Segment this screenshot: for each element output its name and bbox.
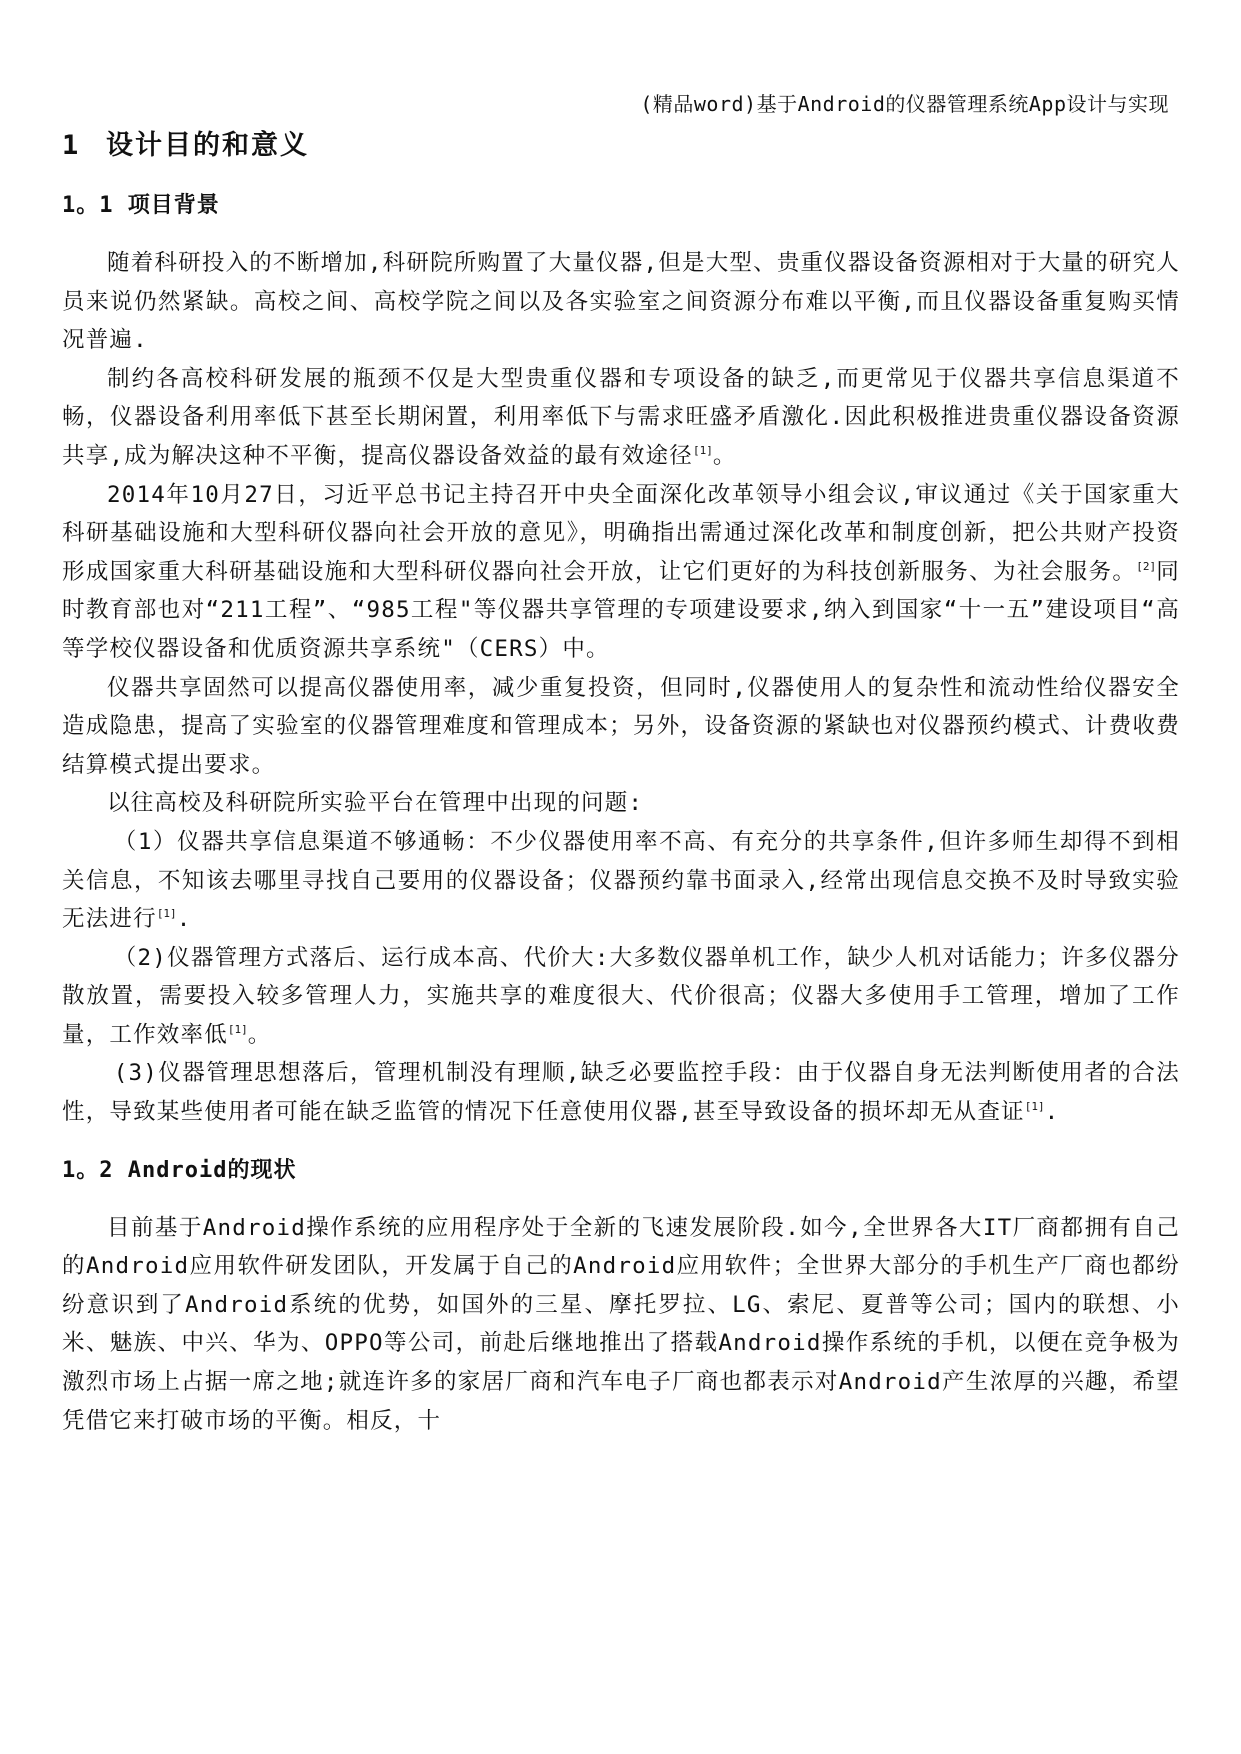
list-item	[62, 1054, 1180, 1131]
list-item-text: （2)仪器管理方式落后、运行成本高、代价大:大多数仪器单机工作，缺少人机对话能力；许多仪器分散放置，需要投入较多管理人力，实施共享的难度很大、代价很高；仪器大多使用手工管理，增加了工作量，工作效率低	[62, 944, 1180, 1048]
list-item-end: .	[176, 906, 192, 933]
paragraph-text: 随着科研投入的不断增加,科研院所购置了大量仪器,但是大型、贵重仪器设备资源相对于大量的研究人员来说仍然紧缺。高校之间、高校学院之间以及各实验室之间资源分布难以平衡,而且仪器设备重复购买情况普遍.	[62, 250, 1180, 354]
citation-ref: [2]	[1136, 559, 1157, 573]
section-heading-1-1: 1。1 项目背景	[62, 193, 220, 218]
list-item-end: 。	[247, 1021, 272, 1048]
citation-ref: [1]	[156, 907, 177, 921]
paragraph-text: 以往高校及科研院所实验平台在管理中出现的问题:	[107, 790, 644, 817]
citation-ref: [1]	[1024, 1100, 1045, 1114]
paragraph-text: 仪器共享固然可以提高仪器使用率，减少重复投资，但同时,仪器使用人的复杂性和流动性给仪器安全造成隐患，提高了实验室的仪器管理难度和管理成本；另外，设备资源的紧缺也对仪器预约模式、计费收费结算模式提出要求。	[62, 674, 1180, 778]
list-item-text: (3)仪器管理思想落后，管理机制没有理顺,缺乏必要监控手段：由于仪器自身无法判断使用者的合法性，导致某些使用者可能在缺乏监管的情况下任意使用仪器,甚至导致设备的损坏却无从查证	[62, 1060, 1180, 1126]
chapter-heading	[62, 126, 1180, 166]
list-item	[62, 823, 1180, 939]
citation-ref: [1]	[227, 1022, 248, 1036]
paragraph	[62, 476, 1180, 669]
chapter-title: 设计目的和意义	[106, 130, 309, 161]
paragraph-text: 2014年10月27日，习近平总书记主持召开中央全面深化改革领导小组会议,审议通过《关于国家重大科研基础设施和大型科研仪器向社会开放的意见》，明确指出需通过深化改革和制度创新，把公共财产投资形成国家重大科研基础设施和大型科研仪器向社会开放，让它们更好的为科技创新服务、为社会服务。	[62, 481, 1180, 585]
list-item	[62, 939, 1180, 1055]
paragraph-text: 目前基于Android操作系统的应用程序处于全新的飞速发展阶段.如今,全世界各大IT厂商都拥有自己的Android应用软件研发团队，开发属于自己的Android应用软件；全世界大部分的手机生产厂商也都纷纷意识到了Android系统的优势，如国外的三星、摩托罗拉、LG、索尼、夏普等公司；国内的联想、小米、魅族、中兴、华为、OPPO等公司，前赴后继地推出了搭载Android操作系统的手机，以便在竞争极为激烈市场上占据一席之地;就连许多的家居厂商和汽车电子厂商也都表示对Android产生浓厚的兴趣，希望凭借它来打破市场的平衡。相反，十	[62, 1214, 1180, 1434]
running-header: (精品word)基于Android的仪器管理系统App设计与实现	[640, 92, 1169, 116]
paragraph	[62, 360, 1180, 476]
paragraph	[62, 784, 1180, 823]
paragraph-end: 。	[712, 442, 737, 469]
chapter-number: 1	[62, 130, 81, 161]
paragraph	[62, 669, 1180, 785]
paragraph	[62, 1209, 1180, 1441]
paragraph-text: 制约各高校科研发展的瓶颈不仅是大型贵重仪器和专项设备的缺乏,而更常见于仪器共享信息渠道不畅，仪器设备利用率低下甚至长期闲置，利用率低下与需求旺盛矛盾激化.因此积极推进贵重仪器设备资源共享,成为解决这种不平衡，提高仪器设备效益的最有效途径	[62, 365, 1180, 469]
section-heading-1-2: 1。2 Android的现状	[62, 1157, 297, 1183]
paragraph	[62, 244, 1180, 360]
citation-ref: [1]	[692, 443, 713, 457]
page-body	[62, 126, 1180, 1440]
list-item-text: （1）仪器共享信息渠道不够通畅：不少仪器使用率不高、有充分的共享条件,但许多师生却得不到相关信息，不知该去哪里寻找自己要用的仪器设备；仪器预约靠书面录入,经常出现信息交换不及时导致实验无法进行	[62, 828, 1180, 933]
list-item-end: .	[1044, 1099, 1060, 1126]
paragraph-text: 同时教育部也对“211工程”、“985工程"等仪器共享管理的专项建设要求,纳入到国家“十一五”建设项目“高等学校仪器设备和优质资源共享系统"（CERS）中。	[62, 558, 1180, 662]
